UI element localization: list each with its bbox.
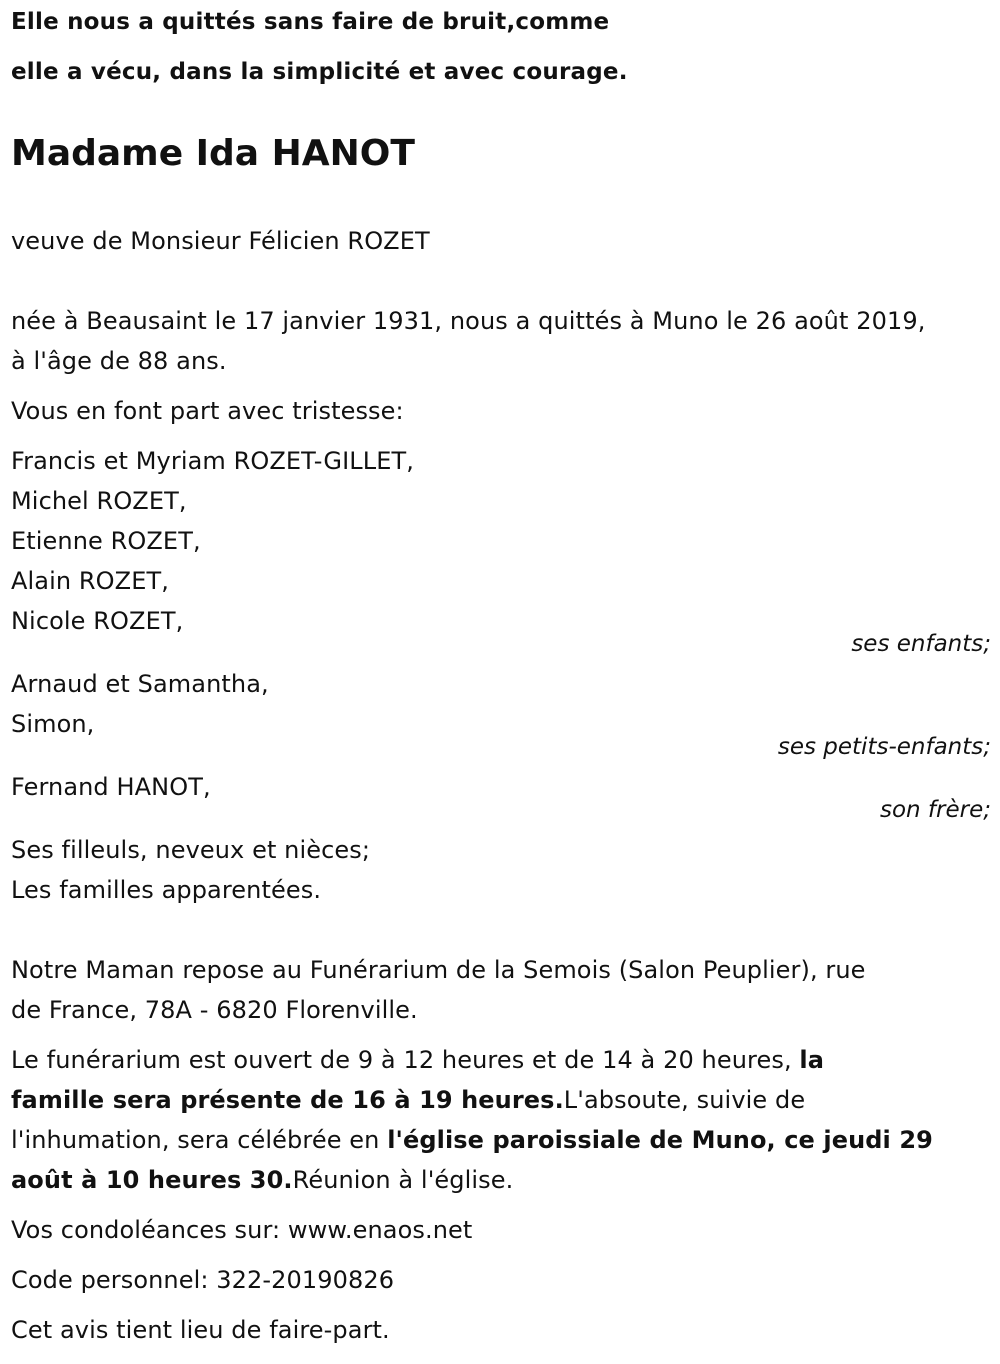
hours-text: Le funérarium est ouvert de 9 à 12 heures et de 14 à 20 heures, bbox=[11, 1046, 800, 1074]
child-name: Francis et Myriam ROZET-GILLET, bbox=[11, 447, 414, 475]
hours-line-2 bbox=[11, 1086, 805, 1114]
brother-name: Fernand HANOT, bbox=[11, 773, 211, 801]
deceased-name: Madame Ida HANOT bbox=[11, 133, 415, 174]
birth-death-line-1: née à Beausaint le 17 janvier 1931, nous a quittés à Muno le 26 août 2019, bbox=[11, 307, 926, 335]
grandchild-name: Arnaud et Samantha, bbox=[11, 670, 269, 698]
announcers-intro: Vous en font part avec tristesse: bbox=[11, 397, 404, 425]
rest-line-2: de France, 78A - 6820 Florenville. bbox=[11, 996, 418, 1024]
birth-death-line-2: à l'âge de 88 ans. bbox=[11, 347, 227, 375]
personal-code-line: Code personnel: 322-20190826 bbox=[11, 1266, 395, 1294]
child-name: Michel ROZET, bbox=[11, 487, 187, 515]
family-presence-text: famille sera présente de 16 à 19 heures. bbox=[11, 1086, 564, 1114]
epigraph-line-2: elle a vécu, dans la simplicité et avec courage. bbox=[11, 59, 628, 85]
ceremony-place-text: l'église paroissiale de Muno, ce jeudi 29 bbox=[387, 1126, 933, 1154]
footer-line: Cet avis tient lieu de faire-part. bbox=[11, 1316, 390, 1344]
brother-relation: son frère; bbox=[879, 797, 991, 823]
hours-line-4 bbox=[11, 1166, 513, 1194]
child-name: Nicole ROZET, bbox=[11, 607, 184, 635]
others-line: Les familles apparentées. bbox=[11, 876, 322, 904]
hours-line-1 bbox=[11, 1046, 824, 1074]
hours-text: l'inhumation, sera célébrée en bbox=[11, 1126, 388, 1154]
epigraph-line-1: Elle nous a quittés sans faire de bruit,comme bbox=[11, 9, 610, 35]
children-relation: ses enfants; bbox=[851, 631, 991, 657]
others-line: Ses filleuls, neveux et nièces; bbox=[11, 836, 371, 864]
grandchild-name: Simon, bbox=[11, 710, 95, 738]
hours-text: Réunion à l'église. bbox=[292, 1166, 514, 1194]
child-name: Etienne ROZET, bbox=[11, 527, 201, 555]
hours-text: L'absoute, suivie de bbox=[563, 1086, 806, 1114]
child-name: Alain ROZET, bbox=[11, 567, 169, 595]
ceremony-time-text: août à 10 heures 30. bbox=[11, 1166, 293, 1194]
hours-bold-text: la bbox=[799, 1046, 825, 1074]
rest-line-1: Notre Maman repose au Funérarium de la Semois (Salon Peuplier), rue bbox=[11, 956, 866, 984]
spouse-line: veuve de Monsieur Félicien ROZET bbox=[11, 227, 430, 255]
condolences-line: Vos condoléances sur: www.enaos.net bbox=[11, 1216, 473, 1244]
grandchildren-relation: ses petits-enfants; bbox=[777, 734, 991, 760]
hours-line-3 bbox=[11, 1126, 933, 1154]
